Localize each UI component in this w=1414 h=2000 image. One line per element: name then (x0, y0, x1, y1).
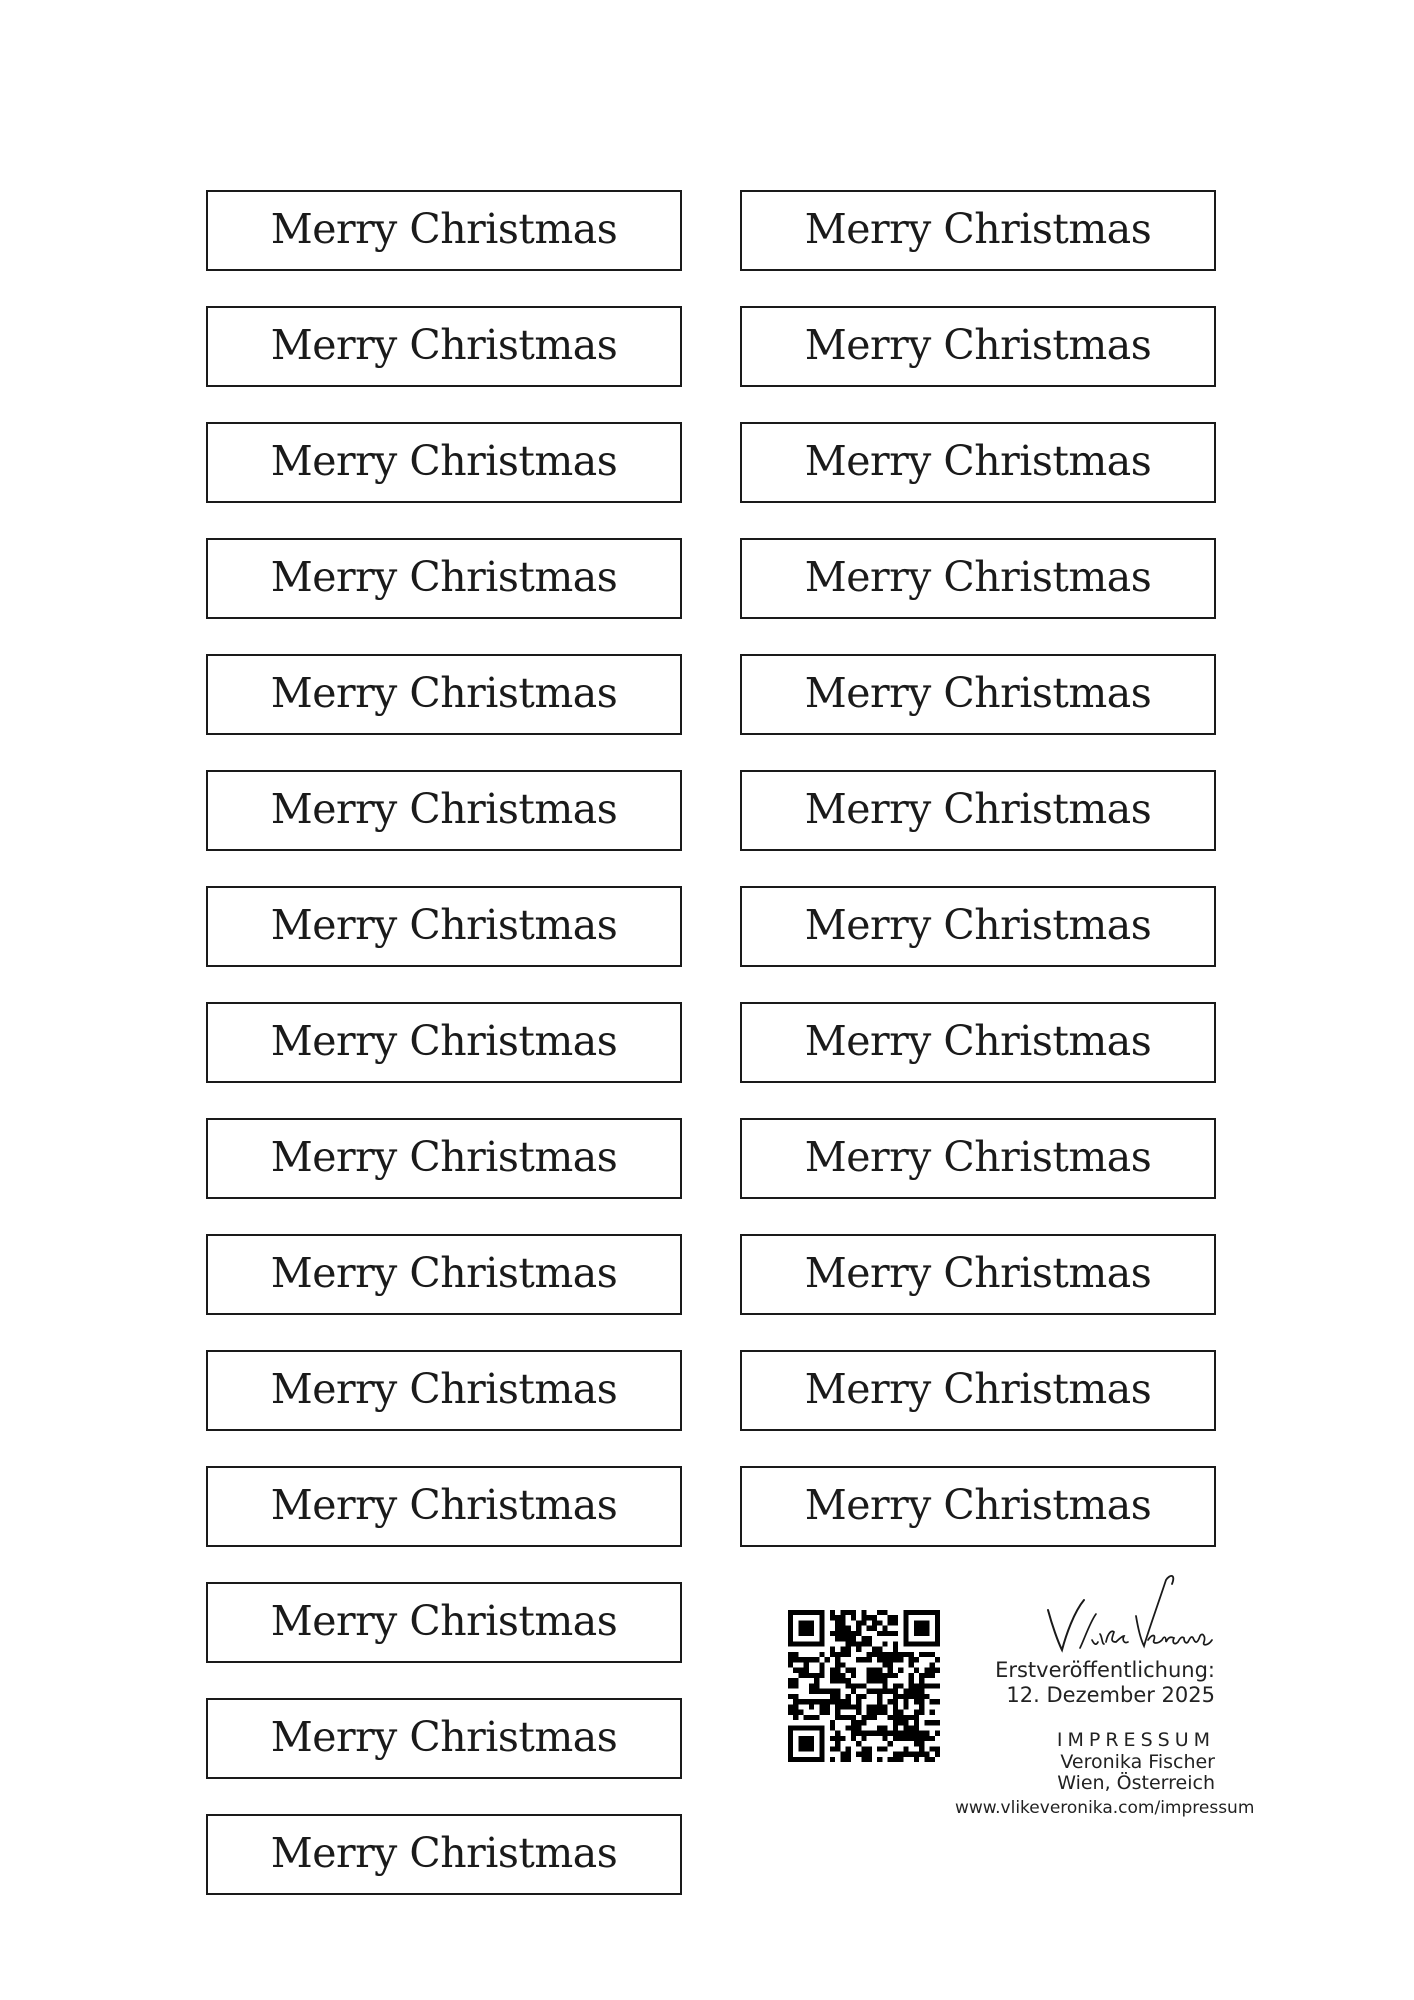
christmas-label-left-2: Merry Christmas (206, 306, 682, 387)
christmas-label-left-6: Merry Christmas (206, 770, 682, 851)
label-column-left (206, 190, 682, 1930)
christmas-label-left-11: Merry Christmas (206, 1350, 682, 1431)
christmas-label-right-6: Merry Christmas (740, 770, 1216, 851)
christmas-label-left-13: Merry Christmas (206, 1582, 682, 1663)
christmas-label-right-2: Merry Christmas (740, 306, 1216, 387)
christmas-label-left-5: Merry Christmas (206, 654, 682, 735)
christmas-label-left-3: Merry Christmas (206, 422, 682, 503)
footer (780, 1570, 1255, 1820)
christmas-label-right-5: Merry Christmas (740, 654, 1216, 735)
christmas-label-left-4: Merry Christmas (206, 538, 682, 619)
christmas-label-left-8: Merry Christmas (206, 1002, 682, 1083)
impressum-title: IMPRESSUM (1056, 1729, 1215, 1751)
christmas-label-left-14: Merry Christmas (206, 1698, 682, 1779)
footer-info (955, 1570, 1255, 1820)
impressum-link[interactable]: www.vlikeveronika.com/impressum (955, 1798, 1255, 1818)
impressum-name: Veronika Fischer (1060, 1751, 1215, 1773)
christmas-label-left-10: Merry Christmas (206, 1234, 682, 1315)
christmas-label-right-10: Merry Christmas (740, 1234, 1216, 1315)
christmas-label-right-3: Merry Christmas (740, 422, 1216, 503)
christmas-label-right-9: Merry Christmas (740, 1118, 1216, 1199)
christmas-label-right-8: Merry Christmas (740, 1002, 1216, 1083)
label-column-right (740, 190, 1216, 1582)
christmas-label-right-12: Merry Christmas (740, 1466, 1216, 1547)
qr-code-icon (788, 1610, 940, 1762)
christmas-label-left-1: Merry Christmas (206, 190, 682, 271)
christmas-label-right-1: Merry Christmas (740, 190, 1216, 271)
christmas-label-right-7: Merry Christmas (740, 886, 1216, 967)
signature-logo (1040, 1570, 1215, 1658)
christmas-label-right-4: Merry Christmas (740, 538, 1216, 619)
christmas-label-left-15: Merry Christmas (206, 1814, 682, 1895)
christmas-label-left-12: Merry Christmas (206, 1466, 682, 1547)
publication-date: 12. Dezember 2025 (1006, 1683, 1215, 1707)
publication-label: Erstveröffentlichung: (995, 1658, 1215, 1682)
christmas-label-right-11: Merry Christmas (740, 1350, 1216, 1431)
impressum-location: Wien, Österreich (1057, 1772, 1215, 1794)
christmas-label-left-9: Merry Christmas (206, 1118, 682, 1199)
christmas-label-left-7: Merry Christmas (206, 886, 682, 967)
